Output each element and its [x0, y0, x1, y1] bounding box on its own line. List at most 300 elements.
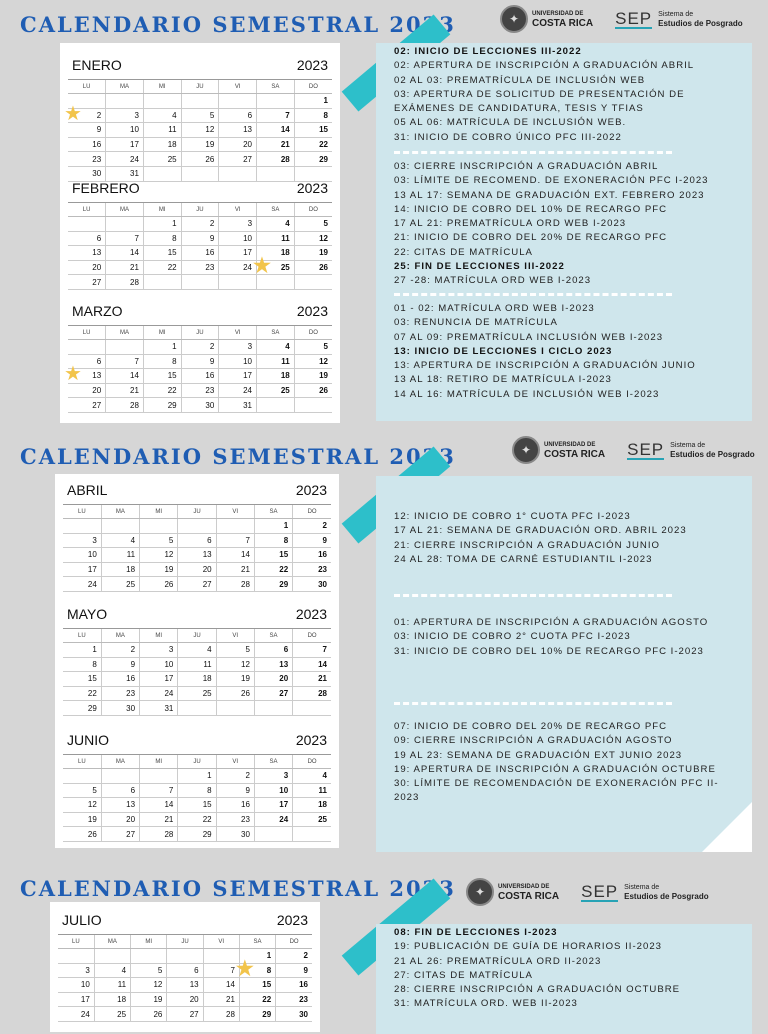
day-number: 25 — [117, 1009, 127, 1019]
day-cell — [140, 533, 178, 548]
day-cell — [178, 686, 216, 701]
day-number: 21 — [280, 140, 290, 150]
day-cell — [203, 992, 239, 1007]
week-row — [68, 137, 332, 152]
event-item: 08: FIN DE LECCIONES I-2023 — [394, 927, 558, 938]
day-number: 3 — [168, 645, 174, 655]
day-number: 10 — [164, 659, 174, 669]
event-item: 21: CIERRE INSCRIPCIÓN A GRADUACIÓN JUNIO — [394, 539, 660, 551]
section-3 — [0, 864, 768, 1024]
day-number: 28 — [241, 579, 250, 589]
day-cell — [257, 231, 295, 246]
events-list — [394, 616, 746, 659]
day-cell — [106, 166, 144, 181]
day-cell — [181, 137, 219, 152]
month-name: MAYO — [67, 606, 108, 622]
day-number: 14 — [318, 659, 327, 669]
day-cell — [254, 783, 292, 798]
day-cell — [257, 137, 295, 152]
day-number: 18 — [318, 800, 327, 810]
day-number: 27 — [202, 579, 212, 589]
day-cell — [101, 701, 139, 716]
weekday-header: DO — [293, 755, 331, 769]
day-cell — [216, 657, 254, 672]
day-cell — [219, 398, 257, 413]
event-item: 31: INICIO DE COBRO ÚNICO PFC III-2022 — [394, 131, 622, 143]
day-cell — [216, 827, 254, 842]
day-cell — [131, 1007, 167, 1022]
day-cell — [63, 577, 101, 592]
day-number: 28 — [130, 277, 139, 287]
day-number: 15 — [262, 980, 272, 990]
day-number: 7 — [245, 535, 250, 545]
day-number: 27 — [92, 277, 102, 287]
day-cell — [254, 533, 292, 548]
day-number: 8 — [92, 659, 97, 669]
weekday-header: VI — [219, 80, 257, 94]
day-number: 4 — [121, 965, 127, 975]
day-cell — [181, 94, 219, 109]
day-cell — [140, 562, 178, 577]
day-number: 6 — [283, 645, 289, 655]
event-item: 03: CIERRE INSCRIPCIÓN A GRADUACIÓN ABRIL — [394, 161, 659, 172]
day-cell — [203, 978, 239, 993]
day-number: 15 — [87, 674, 97, 684]
day-cell — [276, 963, 312, 978]
day-number: 22 — [279, 565, 289, 575]
ucr-seal-icon: ✦ — [512, 436, 540, 464]
weekday-header: JU — [181, 80, 219, 94]
week-row — [63, 701, 331, 716]
day-number: 30 — [318, 579, 327, 589]
day-cell — [216, 519, 254, 534]
day-cell — [178, 672, 216, 687]
day-number: 18 — [202, 674, 212, 684]
day-number: 19 — [164, 565, 174, 575]
day-cell — [254, 577, 292, 592]
day-number: 26 — [164, 579, 174, 589]
day-cell — [294, 340, 332, 355]
event-item: 02: APERTURA DE INSCRIPCIÓN A GRADUACIÓN ABRIL — [394, 60, 695, 72]
day-cell — [178, 577, 216, 592]
day-number: 9 — [209, 356, 215, 366]
weekday-header: SA — [254, 755, 292, 769]
month-year: 2023 — [276, 912, 308, 928]
weekday-header: LU — [68, 80, 106, 94]
day-cell — [257, 275, 295, 290]
day-cell — [101, 533, 139, 548]
day-number: 10 — [87, 550, 97, 560]
day-cell — [140, 812, 178, 827]
weekday-header: JU — [178, 755, 216, 769]
day-number: 22 — [319, 140, 328, 150]
day-cell — [140, 798, 178, 813]
weekday-header: MA — [106, 203, 144, 217]
day-number: 29 — [167, 400, 177, 410]
day-cell — [216, 533, 254, 548]
day-cell — [143, 340, 181, 355]
weekday-header: MA — [101, 505, 139, 519]
day-number: 15 — [167, 371, 177, 381]
day-cell — [219, 275, 257, 290]
day-cell — [181, 398, 219, 413]
day-number: 14 — [241, 550, 250, 560]
day-cell — [257, 383, 295, 398]
weekday-header: MI — [143, 80, 181, 94]
day-cell — [276, 992, 312, 1007]
ucr-logo: UNIVERSIDAD DE COSTA RICA — [544, 442, 606, 460]
day-number: 24 — [243, 263, 253, 273]
day-cell — [219, 354, 257, 369]
event-item: 13: INICIO DE LECCIONES I CICLO 2023 — [394, 345, 613, 357]
day-cell — [181, 231, 219, 246]
day-cell — [294, 152, 332, 167]
day-cell — [106, 383, 144, 398]
weekday-header: DO — [293, 505, 331, 519]
section-1 — [0, 0, 768, 430]
week-row — [68, 123, 332, 138]
weekday-header: DO — [293, 629, 331, 643]
day-number: 26 — [319, 386, 328, 396]
day-number: 22 — [87, 689, 97, 699]
event-item: 03: INICIO DE COBRO 2° CUOTA PFC I-2023 — [394, 631, 631, 643]
event-item: EXÁMENES DE CANDIDATURA, TESIS Y TFIAS — [394, 103, 644, 115]
day-number: 20 — [189, 995, 199, 1005]
day-number: 17 — [130, 140, 139, 150]
day-cell — [167, 992, 203, 1007]
day-cell — [219, 94, 257, 109]
event-item: 13 AL 17: SEMANA DE GRADUACIÓN EXT. FEBRERO 2023 — [394, 189, 705, 201]
event-item: 31: INICIO DE COBRO DEL 10% DE RECARGO PFC I-2023 — [394, 645, 704, 657]
day-cell — [239, 978, 275, 993]
calendar-card — [60, 43, 340, 423]
day-number: 9 — [209, 233, 215, 243]
day-cell — [254, 798, 292, 813]
day-cell — [294, 123, 332, 138]
weekday-header: LU — [68, 326, 106, 340]
day-number: 24 — [87, 579, 97, 589]
day-number: 2 — [322, 521, 327, 531]
day-cell — [216, 798, 254, 813]
day-cell — [294, 275, 332, 290]
week-row — [63, 769, 331, 784]
month-name: JULIO — [62, 912, 102, 928]
day-cell — [293, 686, 331, 701]
day-number: 27 — [189, 1009, 199, 1019]
month-year: 2023 — [296, 180, 328, 196]
day-number: 29 — [262, 1009, 272, 1019]
day-number: 1 — [207, 771, 212, 781]
day-number: 26 — [241, 689, 250, 699]
month-name: ENERO — [72, 57, 122, 73]
day-cell — [203, 963, 239, 978]
divider — [394, 151, 672, 154]
day-cell — [140, 577, 178, 592]
day-number: 7 — [134, 233, 139, 243]
day-cell — [254, 519, 292, 534]
day-number: 16 — [299, 980, 308, 990]
day-number: 28 — [280, 154, 290, 164]
day-cell — [101, 827, 139, 842]
day-cell — [143, 137, 181, 152]
day-cell — [101, 577, 139, 592]
day-cell — [294, 354, 332, 369]
day-cell — [68, 231, 106, 246]
day-cell — [58, 978, 94, 993]
day-number: 18 — [167, 140, 177, 150]
events-panel — [376, 924, 752, 1034]
events-panel — [376, 43, 752, 421]
day-cell — [101, 672, 139, 687]
day-number: 9 — [130, 659, 136, 669]
day-number: 17 — [164, 674, 174, 684]
day-cell — [254, 643, 292, 658]
day-number: 4 — [285, 342, 290, 352]
day-number: 3 — [247, 219, 253, 229]
month-year: 2023 — [296, 57, 328, 73]
day-cell — [181, 246, 219, 261]
ucr-logo: UNIVERSIDAD DE COSTA RICA — [532, 11, 594, 29]
month-name: FEBRERO — [72, 180, 140, 196]
day-cell — [219, 383, 257, 398]
weekday-header: VI — [216, 629, 254, 643]
day-cell — [219, 108, 257, 123]
week-row — [63, 562, 331, 577]
weekday-header: VI — [216, 505, 254, 519]
day-cell — [254, 701, 292, 716]
week-row — [63, 798, 331, 813]
event-item: 14: INICIO DE COBRO DEL 10% DE RECARGO PFC — [394, 203, 668, 215]
day-number: 30 — [205, 400, 215, 410]
day-number: 13 — [202, 550, 212, 560]
day-number: 21 — [226, 995, 235, 1005]
day-cell — [63, 643, 101, 658]
event-item: 22: CITAS DE MATRÍCULA — [394, 246, 533, 258]
day-cell — [63, 783, 101, 798]
week-row — [58, 992, 312, 1007]
day-cell — [257, 217, 295, 232]
day-cell — [101, 548, 139, 563]
day-cell — [64, 102, 106, 125]
day-cell — [63, 701, 101, 716]
day-number: 19 — [319, 248, 328, 258]
weekday-header: JU — [181, 203, 219, 217]
day-number: 17 — [87, 565, 97, 575]
weekday-header: DO — [294, 203, 332, 217]
event-item: 03: RENUNCIA DE MATRÍCULA — [394, 317, 558, 329]
day-number: 26 — [205, 154, 215, 164]
day-cell — [106, 94, 144, 109]
event-item: 07 AL 09: PREMATRÍCULA INCLUSIÓN WEB I-2023 — [394, 331, 664, 343]
day-number: 11 — [168, 125, 177, 135]
day-number: 31 — [164, 703, 174, 713]
event-item: 21: INICIO DE COBRO DEL 20% DE RECARGO PFC — [394, 232, 668, 244]
day-cell — [294, 260, 332, 275]
day-number: 8 — [323, 110, 328, 120]
day-number: 18 — [280, 248, 290, 258]
day-number: 25 — [167, 154, 177, 164]
day-number: 29 — [87, 703, 97, 713]
day-number: 21 — [241, 565, 250, 575]
day-number: 28 — [226, 1009, 235, 1019]
event-item: 03: APERTURA DE SOLICITUD DE PRESENTACIÓN DE — [394, 88, 685, 100]
day-number: 24 — [130, 154, 139, 164]
day-cell — [294, 108, 332, 123]
week-row — [68, 354, 332, 369]
event-item: 24 AL 28: TOMA DE CARNÉ ESTUDIANTIL I-2023 — [394, 553, 653, 565]
day-cell — [94, 992, 130, 1007]
day-number: 30 — [241, 829, 250, 839]
day-cell — [181, 369, 219, 384]
weekday-header: MA — [101, 629, 139, 643]
sep-logo: SEP Sistema de Estudios de Posgrado — [627, 439, 755, 459]
day-cell — [181, 217, 219, 232]
day-cell — [257, 398, 295, 413]
day-cell — [216, 548, 254, 563]
day-number: 13 — [92, 371, 102, 381]
weekday-header: DO — [294, 80, 332, 94]
event-item: 31: MATRÍCULA ORD. WEB II-2023 — [394, 998, 578, 1010]
day-number: 17 — [243, 371, 253, 381]
event-item: 17 AL 21: SEMANA DE GRADUACIÓN ORD. ABRIL 2023 — [394, 525, 687, 537]
week-row — [63, 827, 331, 842]
day-number: 4 — [130, 535, 136, 545]
day-cell — [216, 672, 254, 687]
section-2 — [0, 432, 768, 862]
month-year: 2023 — [296, 303, 328, 319]
day-number: 25 — [318, 815, 327, 825]
weekday-header: LU — [63, 629, 101, 643]
divider — [394, 293, 672, 296]
day-number: 22 — [167, 263, 177, 273]
event-item: 25: FIN DE LECCIONES III-2022 — [394, 261, 565, 273]
day-cell — [254, 812, 292, 827]
day-cell — [219, 217, 257, 232]
day-cell — [140, 548, 178, 563]
weekday-header: MI — [143, 203, 181, 217]
day-cell — [106, 246, 144, 261]
day-number: 20 — [202, 565, 212, 575]
day-number: 1 — [172, 342, 177, 352]
week-row — [58, 978, 312, 993]
day-cell — [254, 672, 292, 687]
week-row — [63, 686, 331, 701]
day-cell — [254, 827, 292, 842]
day-number: 23 — [299, 995, 308, 1005]
day-cell — [94, 1007, 130, 1022]
day-cell — [58, 963, 94, 978]
day-cell — [254, 657, 292, 672]
week-row — [68, 275, 332, 290]
day-cell — [235, 957, 275, 980]
event-item: 01: APERTURA DE INSCRIPCIÓN A GRADUACIÓN AGOSTO — [394, 617, 709, 628]
week-row — [68, 398, 332, 413]
day-cell — [254, 562, 292, 577]
day-number: 14 — [130, 371, 139, 381]
month-grid — [63, 628, 331, 716]
day-number: 30 — [92, 169, 102, 179]
ucr-seal-icon: ✦ — [466, 878, 494, 906]
day-number: 15 — [319, 125, 328, 135]
day-cell — [181, 275, 219, 290]
sep-logo: SEP Sistema de Estudios de Posgrado — [581, 881, 709, 901]
day-number: 1 — [92, 645, 97, 655]
day-cell — [294, 94, 332, 109]
day-cell — [178, 519, 216, 534]
day-cell — [178, 701, 216, 716]
day-cell — [143, 152, 181, 167]
weekday-header: VI — [216, 755, 254, 769]
day-cell — [257, 354, 295, 369]
day-cell — [294, 246, 332, 261]
sep-logo: SEP Sistema de Estudios de Posgrado — [615, 8, 743, 28]
day-cell — [239, 992, 275, 1007]
day-number: 7 — [285, 110, 290, 120]
weekday-header: DO — [276, 935, 312, 949]
day-number: 8 — [172, 356, 177, 366]
day-cell — [293, 701, 331, 716]
weekday-header: LU — [58, 935, 94, 949]
day-number: 26 — [87, 829, 97, 839]
event-item: 09: CIERRE INSCRIPCIÓN A GRADUACIÓN AGOSTO — [394, 735, 673, 747]
day-cell — [63, 686, 101, 701]
day-number: 5 — [245, 645, 250, 655]
day-cell — [254, 769, 292, 784]
day-number: 20 — [279, 674, 289, 684]
day-number: 8 — [207, 785, 212, 795]
day-cell — [101, 657, 139, 672]
event-item: 27 -28: MATRÍCULA ORD WEB I-2023 — [394, 275, 592, 287]
event-item: 2023 — [394, 792, 420, 804]
day-number: 9 — [245, 785, 250, 795]
day-cell — [293, 812, 331, 827]
month-year: 2023 — [295, 606, 327, 622]
week-row — [68, 369, 332, 384]
day-cell — [143, 383, 181, 398]
day-cell — [68, 137, 106, 152]
month-grid — [58, 934, 312, 1022]
day-cell — [106, 275, 144, 290]
weekday-header: LU — [63, 755, 101, 769]
weekday-header: VI — [219, 203, 257, 217]
day-number: 16 — [241, 800, 250, 810]
day-number: 31 — [243, 400, 253, 410]
week-row — [68, 340, 332, 355]
day-number: 17 — [80, 995, 90, 1005]
day-cell — [140, 783, 178, 798]
day-cell — [143, 260, 181, 275]
day-cell — [106, 137, 144, 152]
day-cell — [294, 217, 332, 232]
day-cell — [68, 123, 106, 138]
day-cell — [68, 275, 106, 290]
events-list — [394, 302, 746, 402]
day-number: 3 — [283, 771, 289, 781]
page-curl — [702, 802, 752, 852]
day-cell — [101, 519, 139, 534]
week-row — [63, 783, 331, 798]
day-number: 4 — [172, 110, 177, 120]
day-cell — [216, 686, 254, 701]
day-number: 20 — [126, 815, 136, 825]
logos — [512, 436, 755, 464]
event-item: 02 AL 03: PREMATRÍCULA DE INCLUSIÓN WEB — [394, 74, 646, 86]
day-number: 16 — [205, 248, 215, 258]
day-cell — [219, 123, 257, 138]
page-title: CALENDARIO SEMESTRAL 2023 — [20, 12, 456, 37]
day-cell — [143, 217, 181, 232]
ucr-seal-icon: ✦ — [500, 5, 528, 33]
